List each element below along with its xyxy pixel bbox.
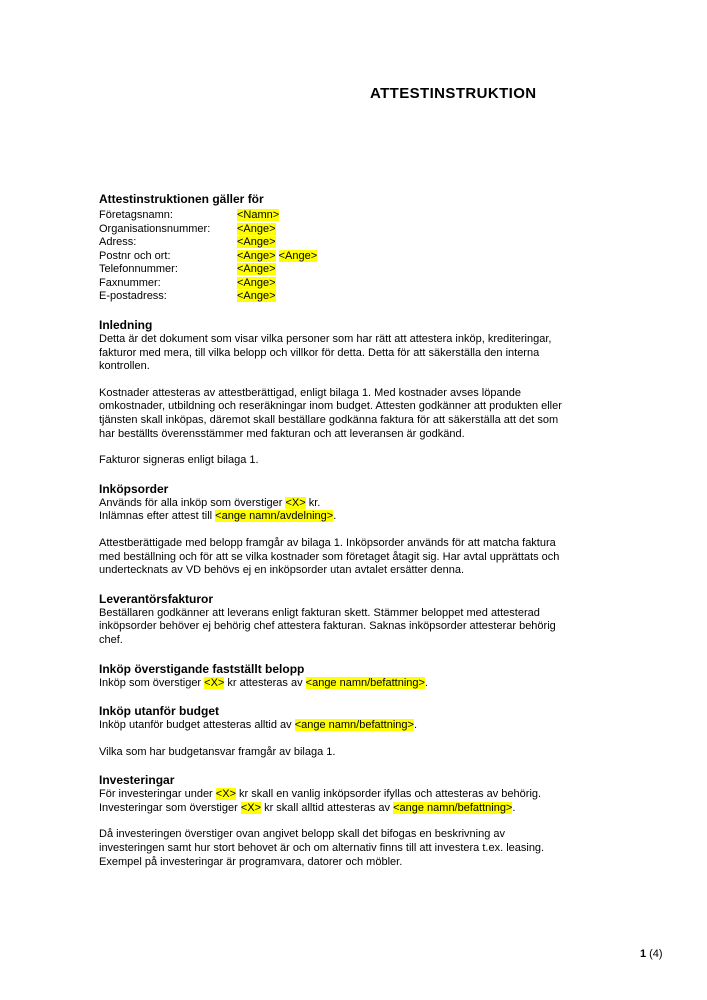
text-run: . [512, 801, 516, 814]
placeholder-field[interactable]: <X> [285, 496, 306, 509]
placeholder-field[interactable]: <Ange> [237, 249, 276, 262]
field-row [99, 290, 317, 304]
text-run: . [424, 676, 428, 689]
field-row [99, 250, 317, 264]
field-value-group [237, 209, 279, 223]
field-label: E-postadress: [99, 290, 167, 302]
field-label: Telefonnummer: [99, 263, 178, 275]
document-body [99, 317, 644, 882]
placeholder-field[interactable]: <Ange> [237, 236, 276, 248]
section-heading: Inköp utanför budget [99, 704, 219, 719]
text-run: Vilka som har budgetansvar framgår av bilaga 1. [99, 745, 336, 758]
page-number [640, 948, 663, 960]
text-run: investeringen samt hur stort behovet är och om alternativ finns till att investera t.ex. leasing. [99, 842, 545, 855]
section-heading: Inköpsorder [99, 481, 169, 496]
field-value-group [237, 263, 276, 277]
text-run: chef. [99, 633, 123, 646]
paragraph [99, 746, 644, 760]
paragraph [99, 333, 644, 374]
recipient-rows [99, 209, 317, 304]
section-heading: Inledning [99, 318, 153, 332]
field-value-group [237, 277, 276, 291]
placeholder-field[interactable]: <ange namn/avdelning> [215, 510, 334, 523]
text-run: fakturor med mera, till vilka belopp och villkor för detta. Detta för att säkerställa den interna [99, 346, 540, 359]
field-value-group [237, 236, 276, 250]
placeholder-field[interactable]: <X> [215, 788, 236, 801]
text-run: kr attesteras av [224, 676, 306, 689]
document-section [99, 481, 644, 578]
recipient-heading: Attestinstruktionen gäller för [99, 192, 264, 206]
text-run: kontrollen. [99, 360, 150, 373]
field-label: Företagsnamn: [99, 209, 173, 221]
page-number-current: 1 [640, 948, 647, 960]
text-run: Attestberättigade med belopp framgår av bilaga 1. Inköpsorder används för att matcha faktura [99, 536, 556, 549]
text-run: Fakturor signeras enligt bilaga 1. [99, 454, 259, 467]
text-run: Inköp utanför budget attesteras alltid av [99, 719, 295, 732]
text-run: har beställts överensstämmer med fakturan och att leveransen är godkänd. [99, 427, 465, 440]
placeholder-field[interactable]: <Ange> [237, 222, 276, 235]
text-run: inköpsorder behöver ej behörig chef attestera fakturan. Saknas inköpsorder attesterar behörig [99, 620, 556, 633]
placeholder-field[interactable]: <Namn> [237, 209, 280, 221]
text-run: För investeringar under [99, 788, 216, 801]
section-heading: Leverantörsfakturor [99, 591, 214, 606]
document-section [99, 703, 644, 759]
text-run: med beställning och för att se vilka kostnader som företaget åtagit sig. Har avtal upprättats och [99, 550, 560, 563]
text-run: Investeringar som överstiger [99, 801, 241, 814]
text-run: Detta är det dokument som visar vilka personer som har rätt att attestera inköp, krediteringar, [99, 333, 552, 345]
field-value-group [237, 250, 317, 264]
paragraph [99, 607, 644, 648]
text-run: Inlämnas efter attest till [99, 510, 216, 523]
placeholder-field[interactable]: <Ange> [278, 249, 318, 262]
paragraph [99, 497, 644, 524]
paragraph [99, 828, 644, 869]
paragraph [99, 677, 644, 691]
field-row [99, 223, 317, 237]
document-title: ATTESTINSTRUKTION [370, 85, 537, 102]
text-run: Används för alla inköp som överstiger [99, 496, 286, 509]
field-row [99, 277, 317, 291]
field-row [99, 263, 317, 277]
page-number-total: (4) [649, 948, 663, 960]
document-section [99, 591, 644, 648]
field-row [99, 209, 317, 223]
text-run: Kostnader attesteras av attestberättigad, enligt bilaga 1. Med kostnader avses löpande [99, 386, 521, 399]
field-label: Adress: [99, 236, 137, 248]
recipient-info-section [99, 191, 317, 304]
text-run: Då investeringen överstiger ovan angivet belopp skall det bifogas en beskrivning av [99, 828, 506, 841]
paragraph [99, 788, 644, 815]
paragraph [99, 387, 644, 441]
text-run: Beställaren godkänner att leverans enligt fakturan skett. Stämmer beloppet med attesterad [99, 606, 540, 619]
placeholder-field[interactable]: <X> [204, 676, 225, 689]
placeholder-field[interactable]: <ange namn/befattning> [305, 676, 425, 689]
placeholder-field[interactable]: <Ange> [237, 290, 276, 302]
document-section [99, 317, 644, 468]
text-run: Exempel på investeringar är programvara, datorer och möbler. [99, 855, 403, 868]
field-value-group [237, 223, 276, 237]
field-label: Faxnummer: [99, 276, 161, 289]
field-value-group [237, 290, 276, 304]
field-label: Postnr och ort: [99, 249, 171, 262]
text-run: tjänsten skall inköpas, däremot skall beställare godkänna faktura för att säkerställa att det som [99, 413, 559, 426]
placeholder-field[interactable]: <X> [240, 801, 262, 814]
text-run: omkostnader, utbildning och reseräkningar inom budget. Attesten godkänner att produkten eller [99, 400, 562, 413]
document-section [99, 661, 644, 691]
placeholder-field[interactable]: <ange namn/befattning> [294, 719, 414, 732]
paragraph [99, 454, 644, 468]
document-section [99, 772, 644, 869]
text-run: . [333, 510, 337, 523]
text-run: kr skall alltid attesteras av [261, 801, 394, 814]
text-run: kr. [305, 496, 321, 509]
placeholder-field[interactable]: <Ange> [237, 263, 276, 275]
placeholder-field[interactable]: <Ange> [237, 276, 276, 289]
text-run: . [413, 719, 418, 732]
paragraph [99, 537, 644, 578]
paragraph [99, 719, 644, 733]
placeholder-field[interactable]: <ange namn/befattning> [393, 801, 513, 814]
field-label: Organisationsnummer: [99, 222, 211, 235]
text-run: Inköp som överstiger [99, 676, 205, 689]
text-run: undertecknats av VD behövs ej en inköpsorder utan avtalet ersätter denna. [99, 564, 465, 577]
section-heading: Inköp överstigande fastställt belopp [99, 661, 305, 676]
field-row [99, 236, 317, 250]
section-heading: Investeringar [99, 773, 175, 788]
text-run: kr skall en vanlig inköpsorder ifyllas och attesteras av behörig. [235, 788, 542, 801]
